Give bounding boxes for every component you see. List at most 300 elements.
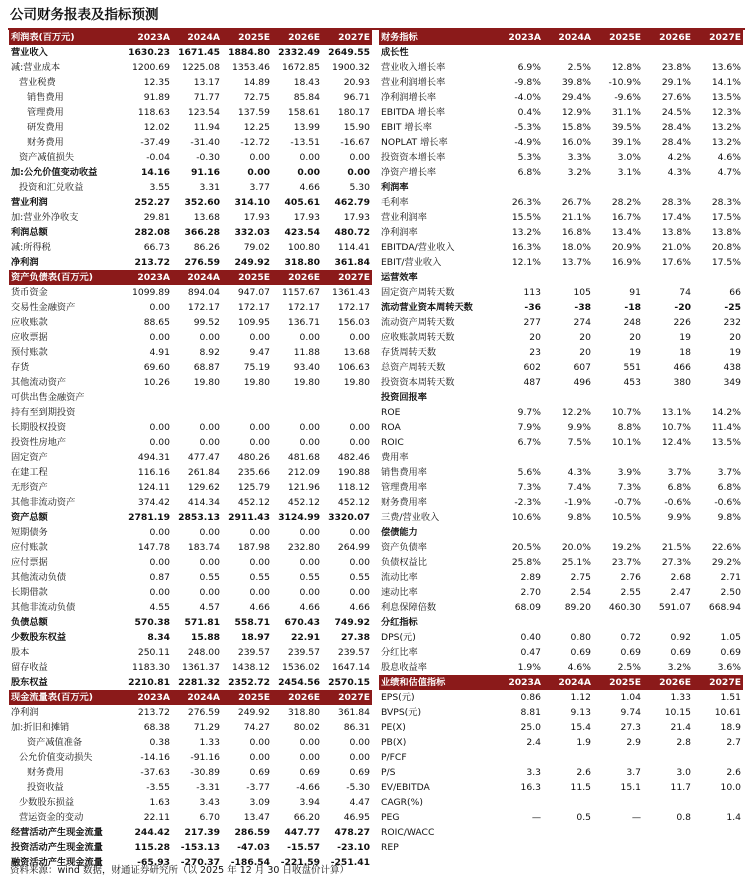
cell-value: 20.0% <box>561 542 591 553</box>
cell-value: 1.33 <box>670 692 691 703</box>
cell-value: 2025E <box>593 675 643 690</box>
table-row <box>379 120 743 135</box>
cell-value: 21.0% <box>661 242 691 253</box>
cell-value: 2570.15 <box>328 677 370 688</box>
cell-value: 4.6% <box>567 662 591 673</box>
cell-value: 248 <box>623 317 641 328</box>
cell-value: 217.39 <box>184 827 220 838</box>
row-label: PE(X) <box>381 722 406 733</box>
cell-value: 0.00 <box>349 332 370 343</box>
table-row <box>379 345 743 360</box>
cell-value: 0.00 <box>149 422 170 433</box>
cell-value: 9.8% <box>717 512 741 523</box>
cell-value: 74.27 <box>243 722 270 733</box>
cell-value: 23 <box>529 347 541 358</box>
cell-value: -0.30 <box>196 152 220 163</box>
row-label: 其他流动负债 <box>11 572 67 583</box>
cell-value: 8.8% <box>617 422 641 433</box>
row-label: ROE <box>381 407 401 418</box>
cell-value: 12.2% <box>561 407 591 418</box>
row-label: 应收票据 <box>11 332 48 343</box>
cell-value: 212.09 <box>287 467 320 478</box>
cell-value: -65.93 <box>137 857 170 868</box>
cell-value <box>543 45 593 60</box>
cell-value: 4.3% <box>667 167 691 178</box>
cell-value: 3124.99 <box>278 512 320 523</box>
cell-value: -5.3% <box>514 122 541 133</box>
cell-value: -1.9% <box>564 497 591 508</box>
cell-value: 0.87 <box>149 572 170 583</box>
row-label: EBITDA 增长率 <box>381 107 446 118</box>
cell-value: 0.00 <box>199 557 220 568</box>
cell-value: 124.11 <box>137 482 170 493</box>
cell-value: -20 <box>674 302 691 313</box>
table-row <box>9 435 372 450</box>
cell-value <box>493 795 543 810</box>
cell-value: 16.3% <box>511 242 541 253</box>
cell-value: -153.13 <box>180 842 220 853</box>
cell-value: 374.42 <box>137 497 170 508</box>
cell-value: 0.00 <box>199 527 220 538</box>
cell-value: 15.1 <box>620 782 641 793</box>
cell-value: 10.26 <box>143 377 170 388</box>
row-label: 费用率 <box>381 452 409 463</box>
cell-value: 22.11 <box>143 812 170 823</box>
cell-value: 0.00 <box>249 332 270 343</box>
cell-value: 4.47 <box>349 797 370 808</box>
cell-value: 447.77 <box>284 827 320 838</box>
cell-value: 2024A <box>172 30 222 45</box>
cell-value: 13.2% <box>711 122 741 133</box>
row-label: CAGR(%) <box>381 797 423 808</box>
cell-value: 18.9 <box>720 722 741 733</box>
table-row <box>379 105 743 120</box>
cell-value: 0.00 <box>299 152 320 163</box>
cell-value: 1.4 <box>726 812 741 823</box>
cell-value: 25.1% <box>561 557 591 568</box>
cell-value: 232 <box>723 317 741 328</box>
cell-value: 9.8% <box>567 512 591 523</box>
cell-value: 452.12 <box>237 497 270 508</box>
row-label: 投资回报率 <box>381 392 427 403</box>
row-label: 利润表(百万元) <box>9 30 122 45</box>
cell-value: 0.69 <box>670 647 691 658</box>
cell-value: 6.8% <box>717 482 741 493</box>
row-label: 业绩和估值指标 <box>379 675 493 690</box>
table-row <box>9 420 372 435</box>
cell-value: 1536.02 <box>282 662 320 673</box>
section-row <box>379 390 743 405</box>
cell-value: 1900.32 <box>332 62 370 73</box>
cell-value: 118.12 <box>337 482 370 493</box>
row-label: 融资活动产生现金流量 <box>11 857 103 868</box>
table-row <box>9 795 372 810</box>
cell-value: 8.92 <box>199 347 220 358</box>
cell-value: 0.00 <box>299 437 320 448</box>
cell-value: 558.71 <box>234 617 270 628</box>
cell-value: 13.5% <box>711 437 741 448</box>
cell-value: 380 <box>673 377 691 388</box>
cell-value: 12.4% <box>661 437 691 448</box>
cell-value: 0.69 <box>249 767 270 778</box>
cell-value: 20 <box>579 332 591 343</box>
cell-value: 0.00 <box>199 332 220 343</box>
row-label: 留存收益 <box>11 662 48 673</box>
cell-value: 4.57 <box>199 602 220 613</box>
cell-value: 0.00 <box>249 527 270 538</box>
cell-value <box>643 450 693 465</box>
cell-value: 3.6% <box>717 662 741 673</box>
table-row <box>9 345 372 360</box>
table-row <box>9 645 372 660</box>
cell-value: 28.4% <box>661 137 691 148</box>
cell-value <box>543 840 593 855</box>
cell-value: 9.7% <box>517 407 541 418</box>
cell-value: 0.00 <box>349 437 370 448</box>
cell-value: 71.77 <box>193 92 220 103</box>
cell-value: 2.7 <box>726 737 741 748</box>
cell-value: 3.77 <box>249 182 270 193</box>
cell-value: 26.3% <box>511 197 541 208</box>
row-label: 交易性金融资产 <box>11 302 76 313</box>
cell-value <box>543 615 593 630</box>
cell-value: 85.84 <box>293 92 320 103</box>
cell-value: 19.80 <box>343 377 370 388</box>
cell-value <box>593 750 643 765</box>
cell-value: 2025E <box>222 270 272 285</box>
row-label: 营业利润率 <box>381 212 427 223</box>
cell-value: 496 <box>573 377 591 388</box>
table-row <box>9 180 372 195</box>
cell-value: 19 <box>729 347 741 358</box>
cell-value <box>593 450 643 465</box>
cell-value <box>493 840 543 855</box>
cell-value: 7.3% <box>517 482 541 493</box>
cell-value: 118.63 <box>137 107 170 118</box>
cell-value <box>172 405 222 420</box>
cell-value: 86.26 <box>193 242 220 253</box>
table-row <box>9 300 372 315</box>
row-label: 其他流动资产 <box>11 377 67 388</box>
cell-value: 466 <box>673 362 691 373</box>
row-label: EBITDA/营业收入 <box>381 242 455 253</box>
table-row <box>379 210 743 225</box>
cell-value: 21.5% <box>661 542 691 553</box>
cell-value: 352.60 <box>184 197 220 208</box>
cell-value: 15.90 <box>343 122 370 133</box>
cell-value: 11.7 <box>670 782 691 793</box>
cell-value: -251.41 <box>330 857 370 868</box>
cell-value: 39.8% <box>561 77 591 88</box>
row-label: 营运资金的变动 <box>19 812 84 823</box>
cell-value: 0.00 <box>299 752 320 763</box>
cell-value: 274 <box>573 317 591 328</box>
cell-value: 2027E <box>693 675 743 690</box>
cell-value: 13.2% <box>511 227 541 238</box>
cell-value: 13.5% <box>711 92 741 103</box>
cell-value: 1200.69 <box>132 62 170 73</box>
row-label: 分红指标 <box>381 617 418 628</box>
cell-value: 27.3% <box>661 557 691 568</box>
cell-value: 668.94 <box>708 602 741 613</box>
cell-value: 2649.55 <box>328 47 370 58</box>
table-row <box>379 645 743 660</box>
cell-value: -5.30 <box>346 782 370 793</box>
cell-value: 0.47 <box>520 647 541 658</box>
cell-value: 5.3% <box>517 152 541 163</box>
table-row <box>9 540 372 555</box>
cell-value: 0.00 <box>349 422 370 433</box>
cell-value: 235.66 <box>237 467 270 478</box>
cell-value <box>543 450 593 465</box>
cell-value: 16.3 <box>520 782 541 793</box>
cell-value: 20.5% <box>511 542 541 553</box>
cell-value: 0.00 <box>297 167 320 178</box>
cell-value: -4.0% <box>514 92 541 103</box>
cell-value: 17.4% <box>661 212 691 223</box>
row-label: 其他非流动负债 <box>11 602 76 613</box>
row-label: 流动资产周转天数 <box>381 317 455 328</box>
section-row <box>379 180 743 195</box>
cell-value: 244.42 <box>134 827 170 838</box>
cell-value: 0.00 <box>249 437 270 448</box>
cell-value: 3.7 <box>626 767 641 778</box>
cell-value: 24.5% <box>661 107 691 118</box>
table-row <box>9 840 372 855</box>
cell-value: 1361.43 <box>332 287 370 298</box>
cell-value: 4.91 <box>149 347 170 358</box>
cell-value: 13.8% <box>661 227 691 238</box>
row-label: 营业税费 <box>19 77 56 88</box>
cell-value: — <box>531 812 541 823</box>
table-row <box>379 735 743 750</box>
cell-value: 1.9 <box>576 737 591 748</box>
cell-value: 4.3% <box>567 467 591 478</box>
cell-value: 3.0 <box>676 767 691 778</box>
cell-value <box>693 270 743 285</box>
table-row <box>379 165 743 180</box>
cell-value <box>693 450 743 465</box>
cell-value: 19 <box>679 332 691 343</box>
cell-value: -4.66 <box>296 782 320 793</box>
cell-value: -14.16 <box>140 752 170 763</box>
cell-value <box>493 525 543 540</box>
cell-value: 5.6% <box>517 467 541 478</box>
cell-value: 0.72 <box>620 632 641 643</box>
cell-value: 113 <box>523 287 541 298</box>
cell-value: 2024A <box>172 690 222 705</box>
table-row <box>9 60 372 75</box>
cell-value: -9.6% <box>614 92 641 103</box>
cell-value: 12.1% <box>511 257 541 268</box>
page-title: 公司财务报表及指标预测 <box>10 7 159 23</box>
cell-value: 2027E <box>322 270 372 285</box>
table-row <box>9 165 372 180</box>
cell-value: 2454.56 <box>278 677 320 688</box>
row-label: P/S <box>381 767 396 778</box>
cell-value <box>543 270 593 285</box>
cell-value <box>543 180 593 195</box>
cell-value: 2853.13 <box>178 512 220 523</box>
cell-value: -12.72 <box>240 137 270 148</box>
table-row <box>379 480 743 495</box>
cell-value: 1183.30 <box>132 662 170 673</box>
row-label: 营业收入增长率 <box>381 62 446 73</box>
cell-value: 11.4% <box>711 422 741 433</box>
cell-value: 1.63 <box>149 797 170 808</box>
section-row <box>379 525 743 540</box>
cell-value: 20.8% <box>711 242 741 253</box>
cell-value: 17.5% <box>711 212 741 223</box>
table-row <box>379 255 743 270</box>
cell-value: 46.95 <box>343 812 370 823</box>
table-row <box>379 540 743 555</box>
cell-value: 481.68 <box>287 452 320 463</box>
cell-value: 460.30 <box>608 602 641 613</box>
cell-value: 480.72 <box>334 227 370 238</box>
cell-value: 487 <box>523 377 541 388</box>
cell-value: 6.7% <box>517 437 541 448</box>
cell-value: -16.67 <box>340 137 370 148</box>
cell-value: 0.38 <box>149 737 170 748</box>
cell-value: 452.12 <box>287 497 320 508</box>
cell-value: 18.0% <box>561 242 591 253</box>
row-label: 投资性房地产 <box>11 437 67 448</box>
row-label: 固定资产 <box>11 452 48 463</box>
cell-value: 10.6% <box>511 512 541 523</box>
cell-value: 1361.37 <box>182 662 220 673</box>
table-row <box>9 45 372 60</box>
cell-value: 0.00 <box>299 587 320 598</box>
cell-value: 12.3% <box>711 107 741 118</box>
row-label: EBIT/营业收入 <box>381 257 442 268</box>
cell-value: 68.38 <box>143 722 170 733</box>
table-row <box>379 135 743 150</box>
cell-value: 3.7% <box>717 467 741 478</box>
cell-value: 0.55 <box>349 572 370 583</box>
cell-value: 477.47 <box>187 452 220 463</box>
row-label: 营业利润增长率 <box>381 77 446 88</box>
row-label: 净利润增长率 <box>381 92 437 103</box>
table-row <box>9 615 372 630</box>
table-header-row <box>379 675 743 690</box>
cell-value: 264.99 <box>337 542 370 553</box>
cell-value: 9.9% <box>567 422 591 433</box>
cell-value: 591.07 <box>658 602 691 613</box>
cell-value: 0.00 <box>349 527 370 538</box>
row-label: PB(X) <box>381 737 407 748</box>
cell-value: 2023A <box>493 675 543 690</box>
cell-value: 17.93 <box>343 212 370 223</box>
cell-value: 3.43 <box>199 797 220 808</box>
cell-value: 16.7% <box>611 212 641 223</box>
cell-value <box>493 180 543 195</box>
cell-value: 17.93 <box>293 212 320 223</box>
cell-value: 13.99 <box>293 122 320 133</box>
row-label: 毛利率 <box>381 197 409 208</box>
cell-value: 2023A <box>122 690 172 705</box>
cell-value: 2.4 <box>526 737 541 748</box>
cell-value: 2023A <box>122 270 172 285</box>
cell-value: 276.59 <box>187 707 220 718</box>
cell-value: 3.2% <box>567 167 591 178</box>
cell-value: 20 <box>579 347 591 358</box>
row-label: 投资和汇兑收益 <box>19 182 84 193</box>
cell-value <box>222 405 272 420</box>
cell-value: 13.68 <box>343 347 370 358</box>
row-label: 净利润率 <box>381 227 418 238</box>
cell-value: 12.9% <box>561 107 591 118</box>
cell-value: 2.5% <box>617 662 641 673</box>
table-row <box>9 585 372 600</box>
row-label: 其他非流动资产 <box>11 497 76 508</box>
cell-value: 2023A <box>122 30 172 45</box>
cell-value: 2.71 <box>720 572 741 583</box>
table-row <box>379 405 743 420</box>
cell-value <box>693 840 743 855</box>
table-row <box>379 240 743 255</box>
cell-value: 2.54 <box>570 587 591 598</box>
cell-value: 4.7% <box>717 167 741 178</box>
table-row <box>9 570 372 585</box>
row-label: 销售费用 <box>27 92 64 103</box>
cell-value: -270.37 <box>180 857 220 868</box>
cell-value: 137.59 <box>237 107 270 118</box>
cell-value: 91 <box>629 287 641 298</box>
cell-value <box>643 525 693 540</box>
cell-value: 0.86 <box>520 692 541 703</box>
cell-value: 22.91 <box>290 632 320 643</box>
cell-value <box>643 825 693 840</box>
cell-value <box>543 795 593 810</box>
row-label: 减:营业成本 <box>11 62 61 73</box>
cell-value: 22.6% <box>711 542 741 553</box>
table-row <box>379 750 743 765</box>
row-label: 速动比率 <box>381 587 418 598</box>
cell-value: 0.00 <box>199 437 220 448</box>
row-label: 投资活动产生现金流量 <box>11 842 103 853</box>
row-label: 长期股权投资 <box>11 422 67 433</box>
table-row <box>9 135 372 150</box>
cell-value: 239.57 <box>337 647 370 658</box>
cell-value: 16.8% <box>561 227 591 238</box>
table-row <box>9 90 372 105</box>
cell-value: 19.80 <box>243 377 270 388</box>
cell-value: 462.79 <box>334 197 370 208</box>
cell-value: 25.8% <box>511 557 541 568</box>
cell-value: 88.65 <box>143 317 170 328</box>
row-label: 三费/营业收入 <box>381 512 440 523</box>
table-row <box>9 315 372 330</box>
row-label: 股息收益率 <box>381 662 427 673</box>
row-label: EV/EBITDA <box>381 782 430 793</box>
cell-value: 187.98 <box>237 542 270 553</box>
cell-value: 19.80 <box>193 377 220 388</box>
table-row <box>9 75 372 90</box>
cell-value: -3.31 <box>196 782 220 793</box>
table-row <box>9 375 372 390</box>
cell-value <box>643 270 693 285</box>
cell-value <box>643 840 693 855</box>
table-row <box>379 195 743 210</box>
row-label: 可供出售金融资产 <box>11 392 85 403</box>
cell-value <box>272 405 322 420</box>
cell-value: -0.7% <box>614 497 641 508</box>
table-row <box>9 360 372 375</box>
cell-value: 0.4% <box>517 107 541 118</box>
table-header-row <box>9 690 372 705</box>
cell-value: 0.00 <box>299 422 320 433</box>
